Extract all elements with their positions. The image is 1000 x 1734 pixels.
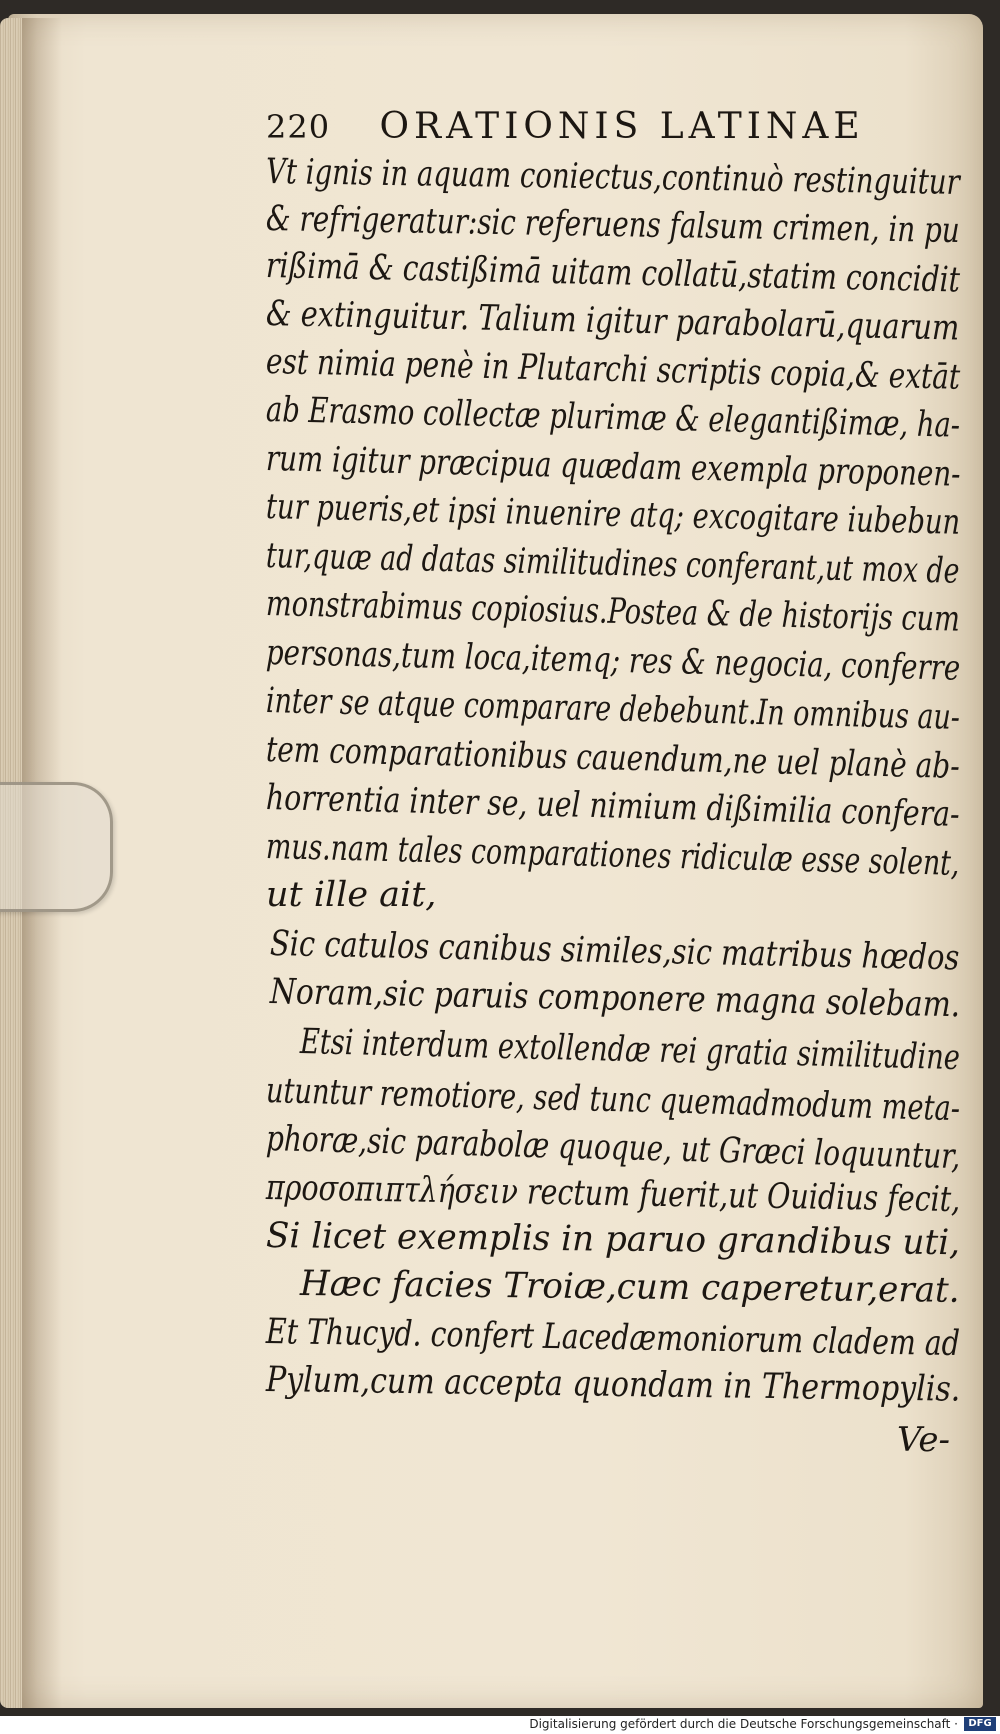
text-line: & refrigeratur:sic referuens falsum crimen, in pu [265, 199, 961, 252]
text-line: & extinguitur. Talium igitur parabolarū,quarum [265, 294, 960, 349]
text-line: ab Erasmo collectæ plurimæ & elegantißimæ, ha- [265, 390, 961, 446]
verse-line: Si licet exemplis in paruo grandibus uti, [265, 1216, 961, 1264]
text-line: Vt ignis in aquam coniectus,continuò restinguitur [265, 152, 961, 203]
running-title: ORATIONIS LATINAE [379, 106, 865, 147]
paragraph-first-line: Etsi interdum extollendæ rei gratia similitudine [299, 1022, 961, 1079]
text-line: est nimia penè in Plutarchi scriptis copia,& extāt [265, 342, 961, 398]
text-line: utuntur remotiore, sed tunc quemadmodum meta- [265, 1071, 961, 1130]
text-line: tem comparationibus cauendum,ne uel planè ab- [265, 730, 961, 787]
text-line: personas,tum loca,itemq; res & negocia, conferre [265, 633, 961, 689]
footer-bar [0, 1716, 1000, 1734]
page-number: 220 [266, 108, 331, 146]
text-line: rißimā & castißimā uitam collatū,statim concidit [265, 246, 961, 301]
verse-line: Noram,sic paruis componere magna solebam. [269, 972, 961, 1026]
funding-credit: Digitalisierung gefördert durch die Deutsche Forschungsgemeinschaft · [529, 1717, 958, 1731]
page-clip [0, 782, 113, 912]
dfg-logo: DFG [964, 1717, 996, 1731]
verse-line: Sic catulos canibus similes,sic matribus hœdos [269, 924, 960, 979]
text-line: tur pueris,et ipsi inuenire atq; excogitare iubebun [265, 487, 961, 543]
text-line: mus.nam tales comparationes ridiculæ esse solent, [265, 827, 960, 884]
text-line: Pylum,cum accepta quondam in Thermopylis. [265, 1360, 961, 1410]
text-line: monstrabimus copiosius.Postea & de historijs cum [265, 584, 961, 640]
verse-line: Hæc facies Troiæ,cum caperetur,erat. [299, 1264, 960, 1311]
text-line: προσοπιπτλήσειν rectum fuerit,ut Ouidius fecit, [265, 1168, 961, 1221]
text-line: rum igitur præcipua quædam exempla proponen- [265, 439, 961, 495]
text-line: phoræ,sic parabolæ quoque, ut Græci loquuntur, [265, 1119, 961, 1178]
text-line: inter se atque comparare debebunt.In omnibus au- [265, 681, 961, 738]
text-line: tur,quæ ad datas similitudines conferant,ut mox de [265, 536, 960, 592]
text-line: Et Thucyd. confert Lacedæmoniorum cladem ad [265, 1312, 961, 1365]
text-line: ut ille ait, [266, 875, 437, 915]
catchword: Ve- [897, 1420, 951, 1460]
text-line: horrentia inter se, uel nimium dißimilia confera- [265, 778, 961, 835]
